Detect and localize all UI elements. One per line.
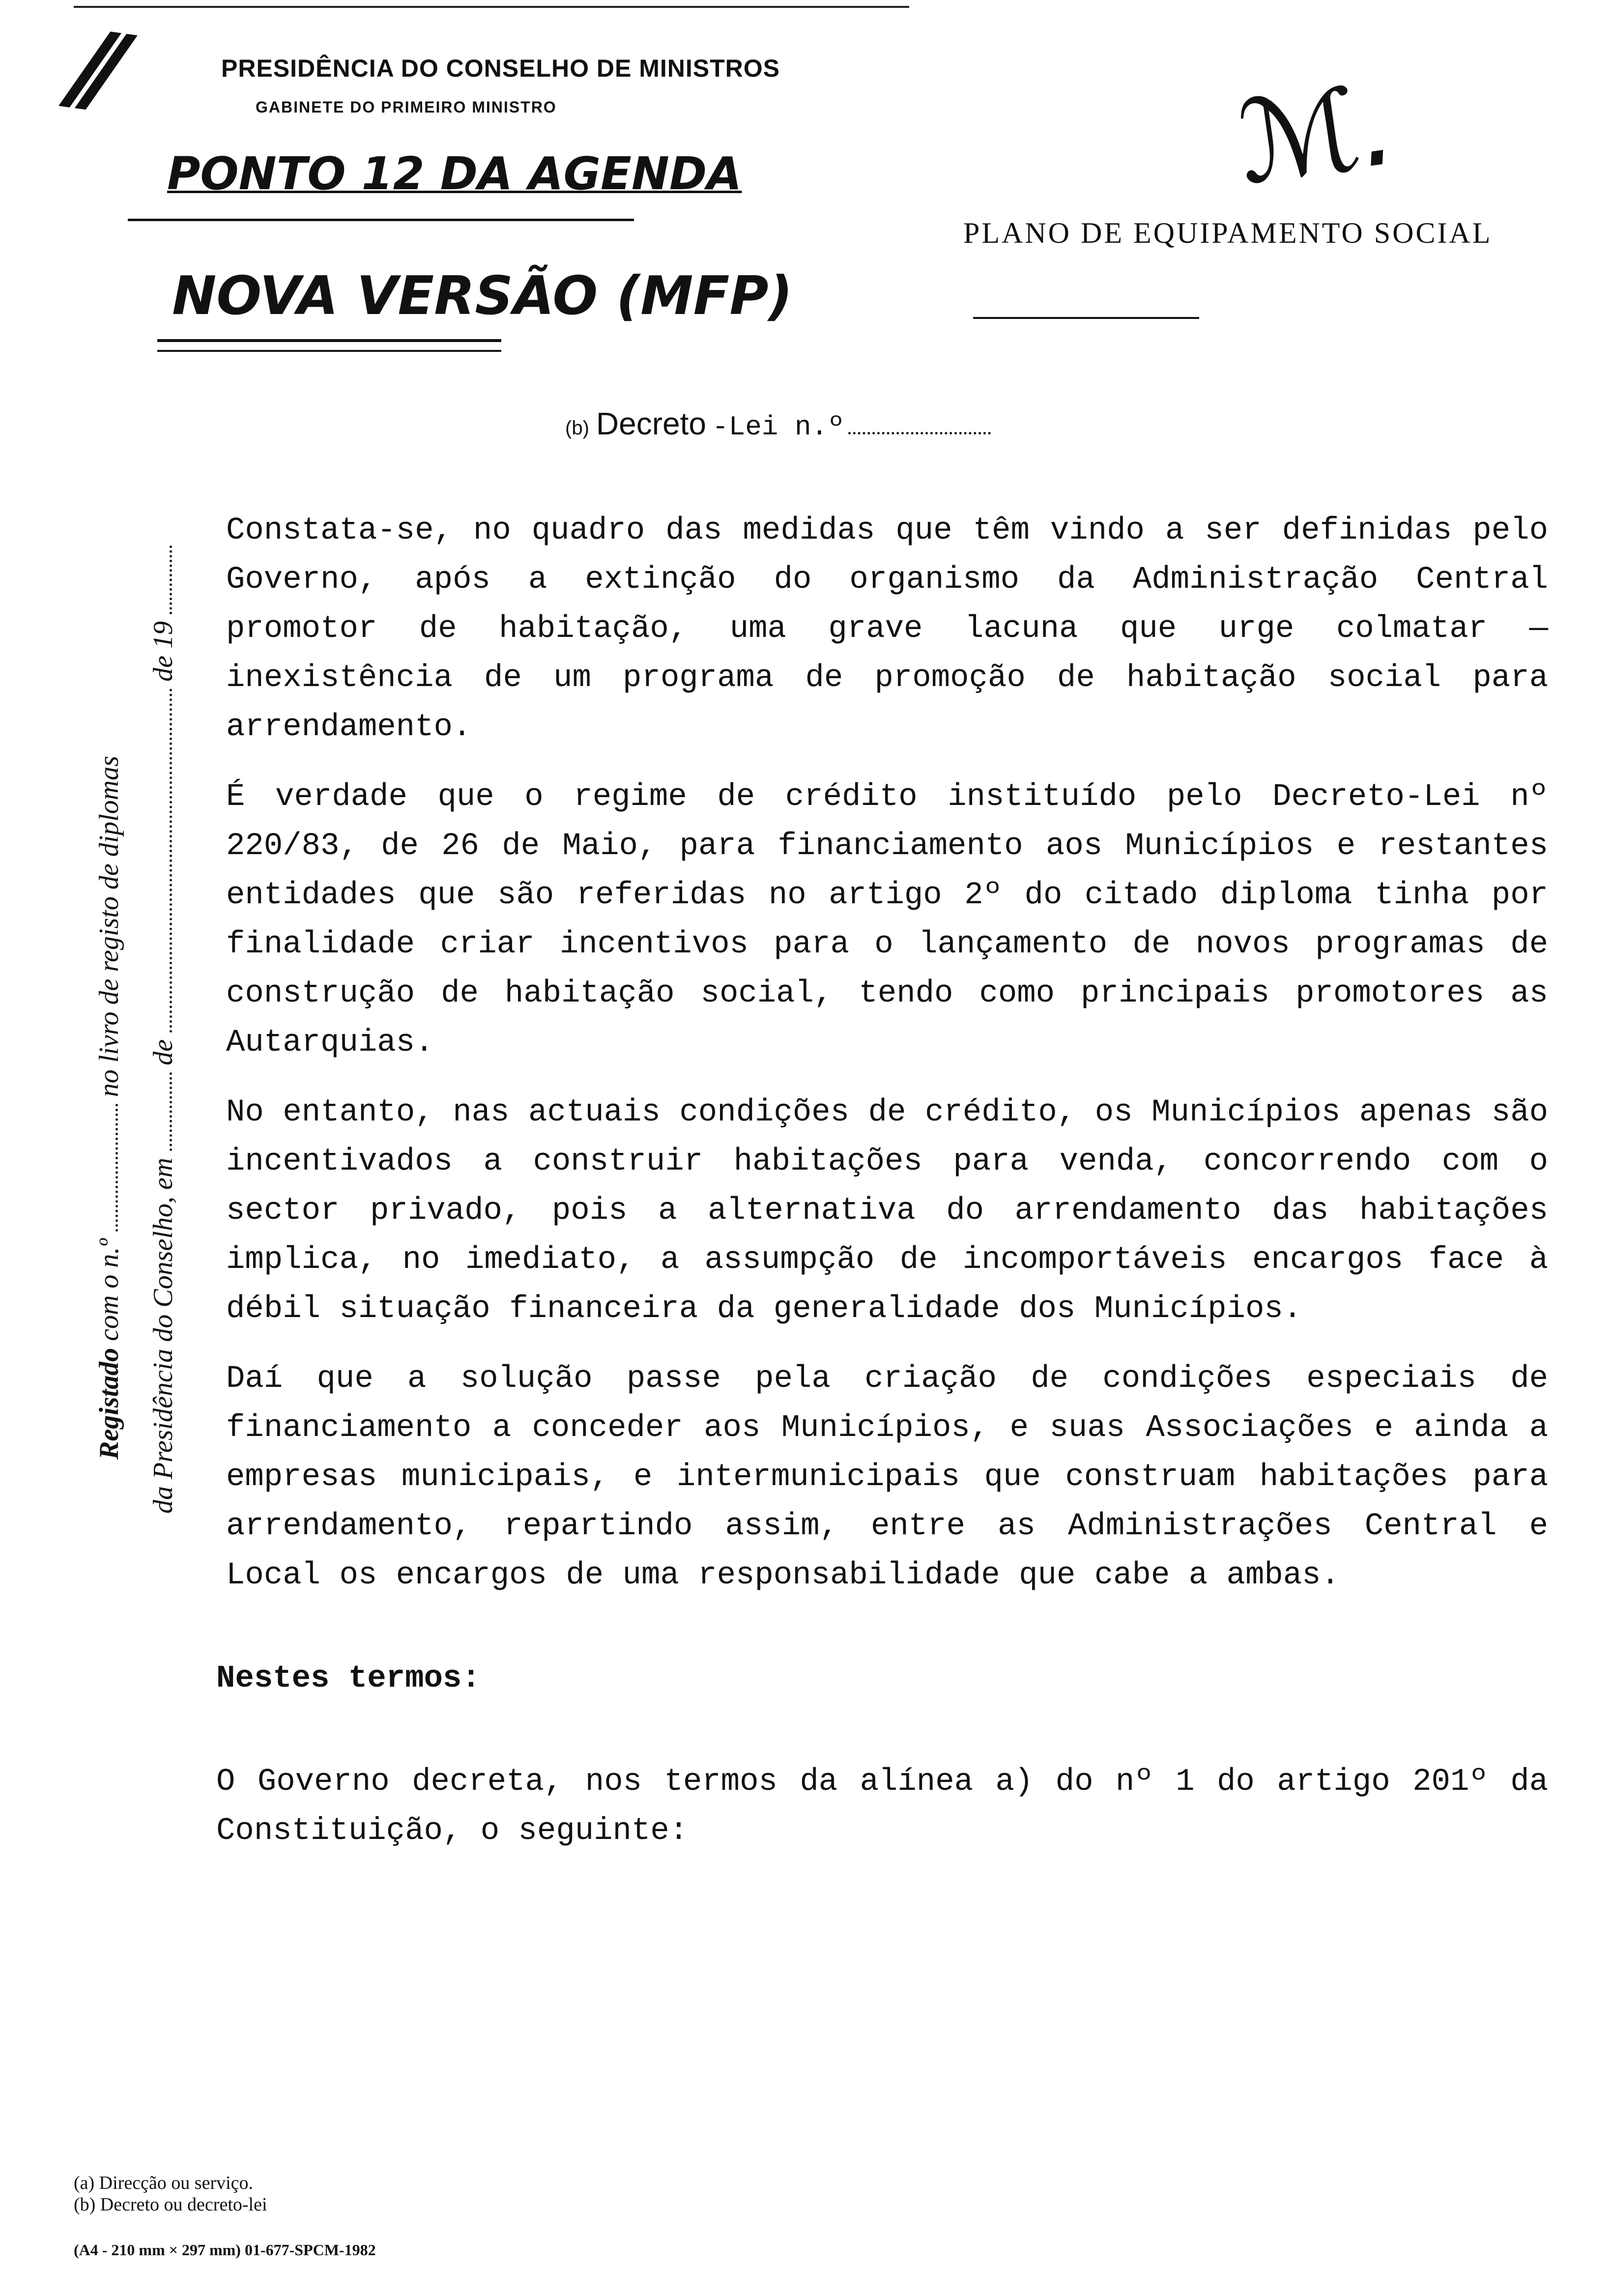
footnotes <box>74 2172 267 2215</box>
decree-title <box>565 405 991 443</box>
decree-lei-label: -Lei n.º <box>712 411 844 443</box>
registry-book-label: no livro de registo de diplomas <box>94 755 124 1097</box>
registry-year-label: de 19 <box>148 621 178 682</box>
terms-heading: Nestes termos: <box>216 1661 481 1696</box>
footnote-a: (a) Direcção ou serviço. <box>74 2173 254 2193</box>
office-heading: GABINETE DO PRIMEIRO MINISTRO <box>256 98 557 116</box>
plan-label: PLANO DE EQUIPAMENTO SOCIAL <box>963 217 1493 249</box>
registry-month-blank <box>166 689 172 1033</box>
registry-day-blank <box>166 1072 172 1151</box>
paper-format-line: (A4 - 210 mm × 297 mm) 01-677-SPCM-1982 <box>74 2241 376 2259</box>
footnote-b: (b) Decreto ou decreto-lei <box>74 2194 267 2215</box>
document-body <box>216 506 1548 1876</box>
handwritten-signature: ℳ. <box>1230 58 1404 210</box>
agenda-point-note: PONTO 12 DA AGENDA <box>167 147 742 200</box>
registry-of-label: de <box>148 1039 178 1065</box>
plan-rule <box>973 317 1199 319</box>
decree-statement: O Governo decreta, nos termos da alínea a) do nº 1 do artigo 201º da Constituição, o seguinte: <box>216 1764 1548 1849</box>
paragraph-3: No entanto, nas actuais condições de crédito, os Municípios apenas são incentivados a construir habitações para venda, concorrendo com o sector privado, pois a alternativa do arrendamento das habitações implica, no imediato, a assumpção de incomportáveis encargos face à débil situação financeira da generalidade dos Municípios. <box>226 1095 1548 1327</box>
ministry-heading: PRESIDÊNCIA DO CONSELHO DE MINISTROS <box>221 55 780 82</box>
new-version-underline-2 <box>157 350 501 352</box>
registry-number-blank <box>112 1104 118 1232</box>
paragraph-2: É verdade que o regime de crédito instituído pelo Decreto-Lei nº 220/83, de 26 de Maio, para financiamento aos Municípios e restantes entidades que são referidas no artigo 2º do citado diploma tinha por finalidade criar incentivos para o lançamento de novos programas de construção de habitação social, tendo como principais promotores as Autarquias. <box>226 779 1548 1061</box>
new-version-note: NOVA VERSÃO (MFP) <box>172 265 793 327</box>
new-version-underline <box>157 339 501 342</box>
decree-footnote-mark: (b) <box>565 417 589 439</box>
registry-number-label: com o n.º <box>94 1238 124 1341</box>
registry-note-line-2 <box>147 545 179 1514</box>
decree-label: Decreto <box>596 406 706 441</box>
paragraph-4: Daí que a solução passe pela criação de condições especiais de financiamento a conceder aos Municípios, e suas Associações e ainda a empresas municipais, e intermunicipais que construam habitações para arrendamento, repartindo assim, entre as Administrações Central e Local os encargos de uma responsabilidade que cabe a ambas. <box>226 1361 1548 1593</box>
agenda-point-rule <box>128 219 634 221</box>
handwritten-marks: // <box>66 8 114 126</box>
paragraph-1: Constata-se, no quadro das medidas que têm vindo a ser definidas pelo Governo, após a extinção do organismo da Administração Central promotor de habitação, uma grave lacuna que urge colmatar — inexistência de um programa de promoção de habitação social para arrendamento. <box>226 513 1548 745</box>
top-rule <box>74 6 909 8</box>
registry-year-blank <box>166 545 172 614</box>
registry-council-label: da Presidência do Conselho, em <box>148 1157 178 1514</box>
decree-number-blank <box>848 427 991 434</box>
registry-note-line-1 <box>93 756 125 1460</box>
registry-word: Registado <box>94 1348 124 1460</box>
